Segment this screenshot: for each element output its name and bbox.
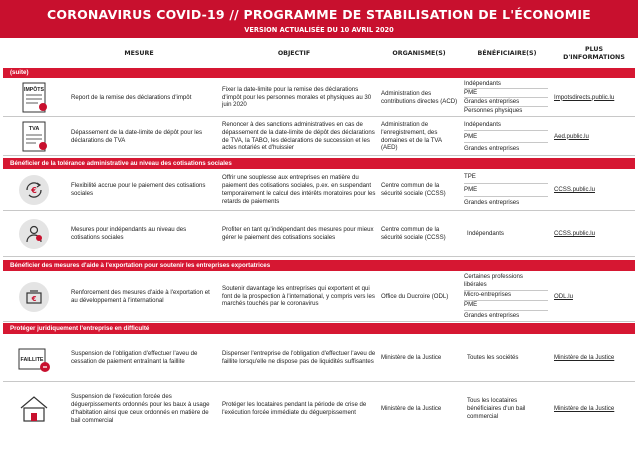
info-link[interactable]: Ministère de la Justice bbox=[554, 354, 615, 362]
independent-worker-icon bbox=[23, 223, 45, 245]
col-header-plus-info: PLUS D'INFORMATIONS bbox=[563, 45, 625, 61]
beneficiaire-item: Micro-entreprises bbox=[464, 291, 548, 301]
eviction-house-icon bbox=[14, 390, 54, 428]
organisme-cell: Ministère de la Justice bbox=[381, 405, 442, 413]
objectif-cell: Renoncer à des sanctions administratives en cas de dépassement de la date-limite de dépôt des déclarations de TVA, la TABO, les déclarations de succession et les actes notariés et d'huissier bbox=[222, 120, 375, 152]
objectif-cell: Soutenir davantage les entreprises qui exportent et qui font de la prospection à l'international, y compris vers les marchés touchés par le coronavirus bbox=[222, 284, 375, 308]
beneficiaire-item: Personnes physiques bbox=[464, 107, 523, 115]
info-link[interactable]: Ministère de la Justice bbox=[554, 405, 615, 413]
objectif-cell: Offrir une souplesse aux entreprises en matière du paiement des cotisations sociales, p.ex. en suspendant temporairement le calcul des intérêts moratoires pour les retards de paiements bbox=[222, 174, 376, 205]
col-header-organismes: ORGANISME(S) bbox=[392, 49, 446, 57]
objectif-cell: Protéger les locataires pendant la période de crise de l'exécution forcée immédiate du déguerpissement bbox=[222, 401, 367, 416]
section-band-export bbox=[3, 260, 635, 271]
organisme-cell: Administration des contributions directes (ACD) bbox=[381, 89, 458, 105]
section-label: Bénéficier des mesures d'aide à l'exportation pour soutenir les entreprises exportatrices bbox=[10, 261, 271, 269]
icon-circle bbox=[19, 282, 49, 312]
beneficiaire-item: Indépendants bbox=[467, 230, 504, 238]
row-icon bbox=[3, 212, 65, 256]
beneficiaire-item: PME bbox=[464, 89, 548, 98]
bankruptcy-sign-icon bbox=[14, 340, 54, 376]
info-link[interactable]: CCSS.public.lu bbox=[554, 186, 595, 194]
objectif-cell: Fixer la date-limite pour la remise des déclarations d'impôt pour les personnes morales et physiques au 30 juin 2020 bbox=[222, 85, 372, 109]
beneficiaires-list bbox=[464, 272, 548, 321]
beneficiaire-item: Grandes entreprises bbox=[464, 311, 520, 319]
beneficiaires-list bbox=[464, 79, 548, 116]
section-label: Protéger juridiquement l'entreprise en difficulté bbox=[10, 324, 150, 332]
beneficiaire-item: Toutes les sociétés bbox=[467, 354, 519, 362]
beneficiaire-item: Indépendants bbox=[464, 80, 548, 89]
info-link[interactable]: ODL.lu bbox=[554, 292, 573, 300]
organisme-cell: Office du Ducroire (ODL) bbox=[381, 292, 449, 300]
section-band-suite bbox=[3, 68, 635, 78]
row-icon bbox=[3, 170, 65, 210]
section-label: Bénéficier de la tolérance administrative au niveau des cotisations sociales bbox=[10, 159, 232, 167]
faillite-label: FAILLITE bbox=[20, 357, 44, 363]
svg-text:€: € bbox=[31, 294, 37, 303]
col-header-objectif: OBJECTIF bbox=[277, 49, 311, 57]
mesure-cell: Suspension de l'obligation d'effectuer l'aveu de cessation de paiement entraînant la faillite bbox=[71, 350, 198, 365]
tva-label: TVA bbox=[28, 125, 40, 132]
tva-document-icon bbox=[16, 120, 52, 154]
beneficiaire-item: Certaines professions libérales bbox=[464, 273, 548, 291]
organisme-cell: Centre commun de la sécurité sociale (CCSS) bbox=[381, 182, 446, 197]
beneficiaire-item: Grandes entreprises bbox=[464, 98, 548, 107]
title-banner bbox=[0, 0, 638, 38]
mesure-cell: Suspension de l'exécution forcée des déguerpissements ordonnés pour les baux à usage d'habitation ainsi que ceux ordonnés en matière de bail commercial bbox=[71, 393, 210, 424]
info-link[interactable]: CCSS.public.lu bbox=[554, 230, 595, 238]
row-icon bbox=[3, 383, 65, 435]
table-row bbox=[3, 118, 635, 156]
organisme-cell: Centre commun de la sécurité sociale (CCSS) bbox=[381, 226, 446, 241]
info-link[interactable]: Impotsdirects.public.lu bbox=[554, 93, 615, 101]
icon-circle bbox=[19, 175, 49, 205]
row-icon bbox=[3, 118, 65, 155]
organisme-cell: Ministère de la Justice bbox=[381, 354, 442, 362]
page-title: CORONAVIRUS COVID-19 // PROGRAMME DE STABILISATION DE L'ÉCONOMIE bbox=[47, 7, 591, 22]
mesure-cell: Renforcement des mesures d'aide à l'exportation et au développement à l'international bbox=[71, 288, 210, 304]
row-icon bbox=[3, 272, 65, 321]
col-header-mesure: MESURE bbox=[124, 49, 154, 57]
row-icon bbox=[3, 335, 65, 381]
beneficiaire-item: PME bbox=[464, 301, 548, 311]
euro-cycle-icon bbox=[23, 179, 45, 201]
objectif-cell: Dispenser l'entreprise de l'obligation d'effectuer l'aveu de faillite lorsqu'elle ne dispose pas de liquidités suffisantes bbox=[222, 350, 376, 365]
beneficiaire-item: Tous les locataires bénéficiaires d'un bail commercial bbox=[467, 397, 526, 420]
section-band-juridique bbox=[3, 323, 635, 334]
beneficiaire-item: PME bbox=[464, 131, 548, 143]
mesure-cell: Report de la remise des déclarations d'impôt bbox=[71, 93, 192, 101]
table-row bbox=[3, 170, 635, 211]
mesure-cell: Mesures pour indépendants au niveau des cotisations sociales bbox=[71, 226, 187, 241]
tax-document-icon bbox=[16, 81, 52, 115]
mesure-cell: Dépassement de la date-limite de dépôt pour les déclarations de TVA bbox=[71, 128, 203, 144]
page-subtitle: VERSION ACTUALISÉE DU 10 AVRIL 2020 bbox=[244, 26, 394, 34]
table-row bbox=[3, 383, 635, 435]
beneficiaire-item: PME bbox=[464, 184, 548, 197]
objectif-cell: Profiter en tant qu'indépendant des mesures pour mieux gérer le paiement des cotisations sociales bbox=[222, 226, 374, 241]
beneficiaire-item: TPE bbox=[464, 171, 548, 184]
mesure-cell: Flexibilité accrue pour le paiement des cotisations sociales bbox=[71, 182, 206, 197]
table-row bbox=[3, 212, 635, 257]
icon-circle bbox=[19, 219, 49, 249]
beneficiaire-item: Indépendants bbox=[464, 119, 548, 131]
beneficiaire-item: Grandes entreprises bbox=[464, 199, 520, 207]
section-label: (suite) bbox=[10, 69, 29, 77]
row-icon bbox=[3, 79, 65, 116]
table-row bbox=[3, 335, 635, 382]
beneficiaires-list bbox=[464, 118, 548, 155]
beneficiaire-item: Grandes entreprises bbox=[464, 144, 520, 152]
section-band-tolerance bbox=[3, 158, 635, 169]
svg-text:€: € bbox=[31, 186, 37, 195]
organisme-cell: Administration de l'enregistrement, des domaines et de la TVA (AED) bbox=[381, 120, 442, 152]
table-row bbox=[3, 272, 635, 322]
beneficiaires-list bbox=[464, 170, 548, 210]
table-row bbox=[3, 79, 635, 117]
impot-label: IMPÔTS bbox=[24, 86, 44, 93]
info-link[interactable]: Aed.public.lu bbox=[554, 132, 589, 140]
col-header-beneficiaires: BÉNÉFICIAIRE(S) bbox=[477, 49, 537, 57]
export-euro-icon bbox=[23, 286, 45, 308]
